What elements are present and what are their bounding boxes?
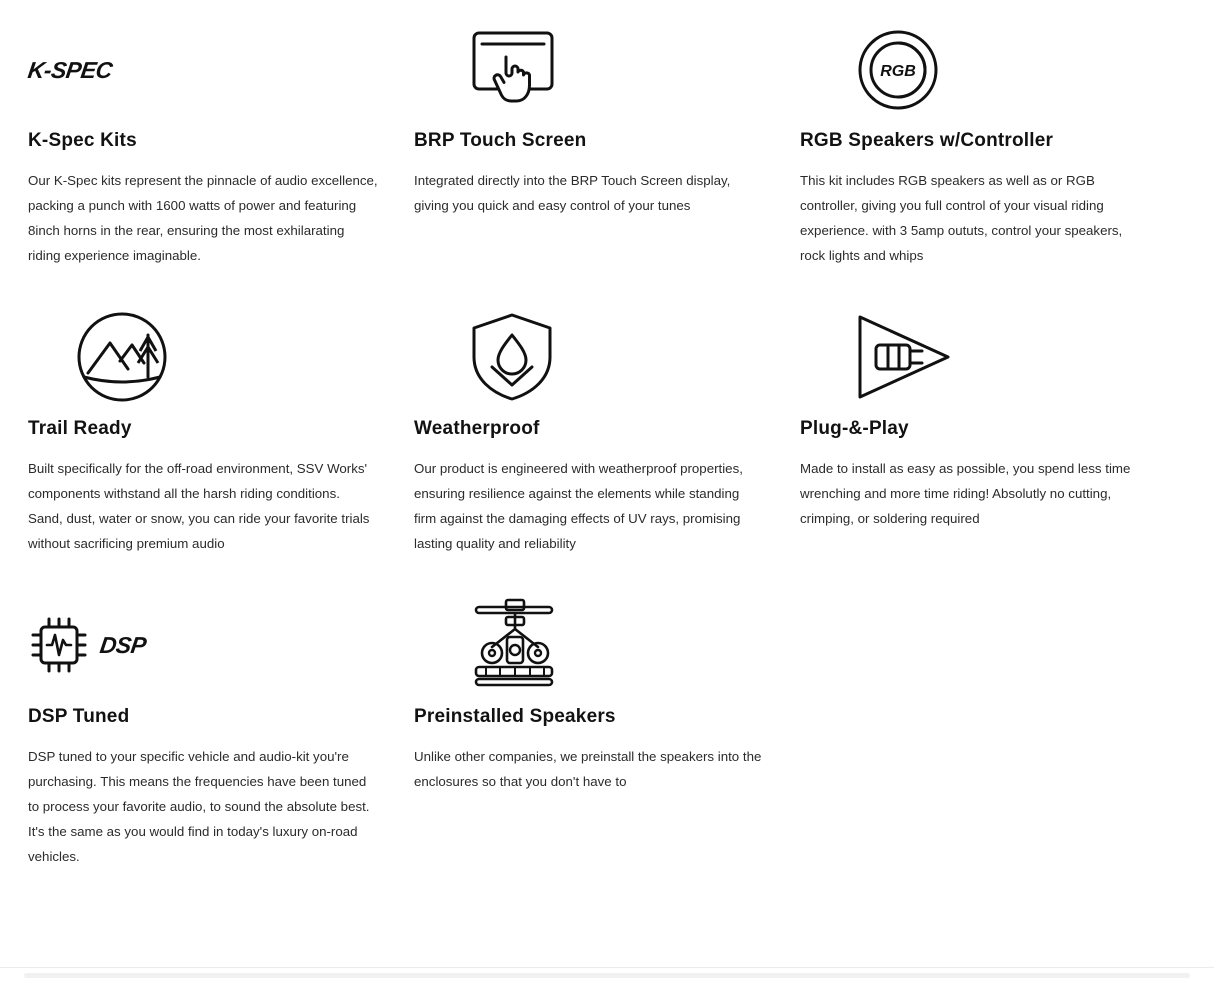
page-bottom-divider [24,973,1190,978]
feature-body: Made to install as easy as possible, you spend less time wrenching and more time riding! Absolutly no cutting, crimping, or soldering required [800,461,1131,526]
preinstalled-speakers-icon-wrap [414,584,764,706]
feature-body: Built specifically for the off-road environment, SSV Works' components withstand all the harsh riding conditions. Sand, dust, water or snow, you can ride your favorite trials without sacrificing premium audio [28,461,370,551]
feature-card-trail-ready [28,278,414,566]
rgb-circle-icon [848,27,952,113]
plug-and-play-icon-wrap [800,296,1150,418]
feature-title: RGB Speakers w/Controller [800,130,1054,151]
feature-body: This kit includes RGB speakers as well as or RGB controller, giving you full control of your visual riding experience. with 3 5amp oututs, control your speakers, rock lights and whips [800,173,1123,263]
mountain-trail-icon [76,311,180,403]
feature-title: Plug-&-Play [800,418,909,439]
feature-title: DSP Tuned [28,706,130,727]
feature-card-k-spec-kits [28,10,414,278]
feature-card-preinstalled-speakers [414,566,800,879]
touch-screen-icon-wrap [414,10,764,130]
touch-screen-icon [462,27,566,113]
feature-card-dsp-tuned [28,566,414,879]
feature-body: Unlike other companies, we preinstall the speakers into the enclosures so that you don't have to [414,749,762,789]
page-bottom-strip [0,967,1214,989]
mountain-trail-icon-wrap [28,296,378,418]
feature-card-plug-and-play [800,278,1186,566]
rgb-circle-icon-wrap [800,10,1150,130]
feature-card-empty [800,566,1186,879]
preinstalled-speakers-icon [462,595,574,695]
feature-card-weatherproof [414,278,800,566]
feature-card-brp-touch-screen [414,10,800,278]
dsp-chip-icon [28,614,146,676]
feature-title: Trail Ready [28,418,132,439]
svg-text:RGB: RGB [880,63,916,80]
dsp-chip-icon-wrap [28,584,378,706]
k-spec-wordmark-icon-wrap [28,10,378,130]
dsp-wordmark-icon: DSP [98,631,148,658]
feature-title: BRP Touch Screen [414,130,587,151]
feature-title: K-Spec Kits [28,130,137,151]
water-shield-icon-wrap [414,296,764,418]
feature-body: Our K-Spec kits represent the pinnacle of audio excellence, packing a punch with 1600 watts of power and featuring 8inch horns in the rear, ensuring the most exhilarating riding experience imaginable. [28,173,378,263]
feature-card-rgb-speakers [800,10,1186,278]
water-shield-icon [462,311,566,403]
plug-and-play-icon [848,311,960,403]
feature-title: Weatherproof [414,418,540,439]
feature-body: DSP tuned to your specific vehicle and audio-kit you're purchasing. This means the frequencies have been tuned to process your favorite audio, to sound the absolute best. It's the same as you would find in today's luxury on-road vehicles. [28,749,370,864]
feature-title: Preinstalled Speakers [414,706,616,727]
feature-body: Our product is engineered with weatherproof properties, ensuring resilience against the elements while standing firm against the damaging effects of UV rays, promising lasting quality and reliability [414,461,743,551]
k-spec-wordmark-icon: K-SPEC [26,56,114,83]
feature-body: Integrated directly into the BRP Touch Screen display, giving you quick and easy control of your tunes [414,173,731,213]
